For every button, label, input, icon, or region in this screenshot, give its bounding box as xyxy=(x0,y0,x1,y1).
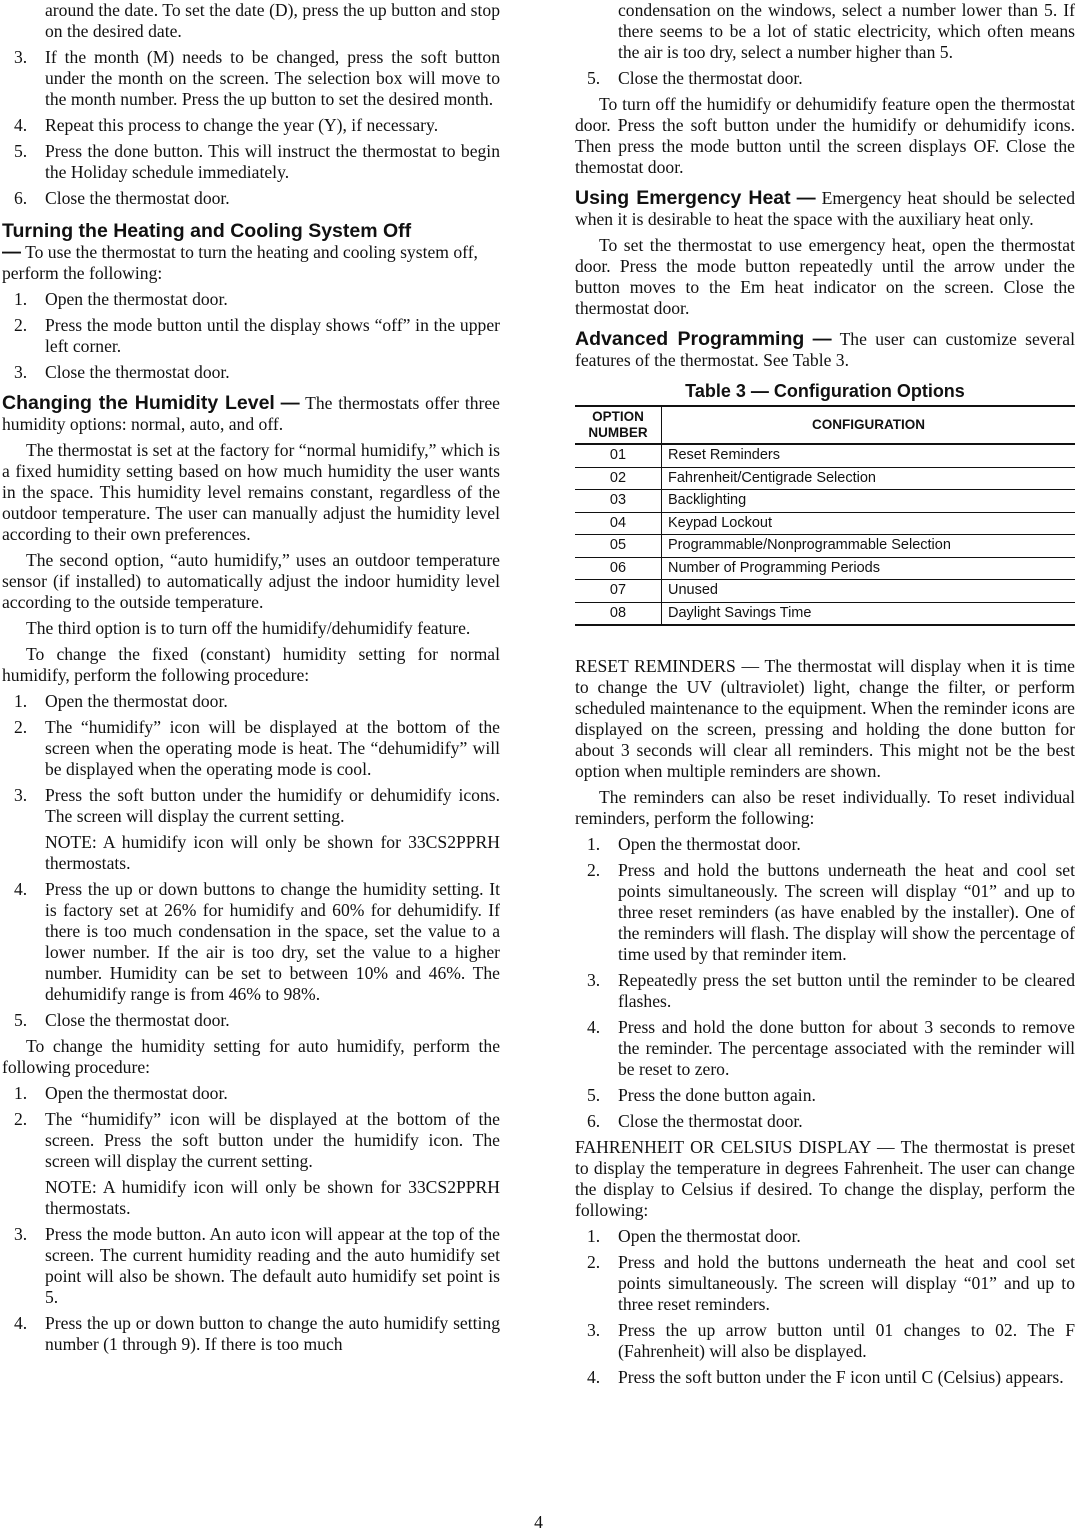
list-item xyxy=(575,1252,1075,1315)
step-text: Open the thermostat door. xyxy=(618,834,801,854)
step-number: 4. xyxy=(14,115,28,135)
step-number: 6. xyxy=(587,1111,601,1131)
option-number-cell: 02 xyxy=(575,467,662,490)
humidity-section: Changing the Humidity Level — The thermostats offer three humidity options: normal, auto, and off. xyxy=(2,392,500,434)
configuration-cell: Daylight Savings Time xyxy=(662,602,1076,625)
step-text: Repeat this process to change the year (Y), if necessary. xyxy=(45,115,439,135)
list-item xyxy=(2,289,500,310)
step-number: 3. xyxy=(14,47,28,67)
left-column xyxy=(2,0,500,1355)
section-intro: The thermostats offer three humidity options: normal, auto, and off. xyxy=(2,393,500,434)
step-text: Open the thermostat door. xyxy=(45,289,228,309)
table-row xyxy=(575,602,1075,625)
list-item xyxy=(575,970,1075,1012)
turn-off-steps xyxy=(2,289,500,383)
page-number: 4 xyxy=(534,1512,543,1532)
step-number: 1. xyxy=(14,289,28,309)
step-number: 1. xyxy=(14,691,28,711)
table-row xyxy=(575,490,1075,513)
list-item xyxy=(2,188,500,209)
step-number: 4. xyxy=(587,1017,601,1037)
section-title: FAHRENHEIT OR CELSIUS DISPLAY xyxy=(575,1137,871,1157)
configuration-table xyxy=(575,405,1075,626)
list-item xyxy=(2,315,500,357)
step-text: Press and hold the buttons underneath the heat and cool set points simultaneously. The screen will display “01” and up to three reset reminders (as have enabled by the installer). One of the reminders will flash. The display will show the percentage of time used by that reminder item. xyxy=(618,860,1075,964)
reset-reminders-section xyxy=(575,656,1075,782)
holiday-steps xyxy=(2,47,500,209)
paragraph: The second option, “auto humidify,” uses an outdoor temperature sensor (if installed) to automatically adjust the indoor humidity level according to the outside temperature. xyxy=(2,550,500,612)
list-item xyxy=(2,717,500,780)
humidity-step-continuation: condensation on the windows, select a number lower than 5. If there seems to be a lot of static electricity, which often means the air is too dry, select a number higher than 5. xyxy=(618,0,1075,62)
option-number-cell: 01 xyxy=(575,444,662,467)
step-text: Press and hold the done button for about 3 seconds to remove the reminder. The percentage associated with the reminder will be reset to zero. xyxy=(618,1017,1075,1079)
step-number: 2. xyxy=(587,1252,601,1272)
step-text: Open the thermostat door. xyxy=(45,691,228,711)
paragraph: To turn off the humidify or dehumidify feature open the thermostat door. Press the soft button under the humidify or dehumidify icons. Then press the mode button until the screen displays OF. Close the themostat door. xyxy=(575,94,1075,177)
option-number-cell: 08 xyxy=(575,602,662,625)
section-title: RESET REMINDERS xyxy=(575,656,736,676)
step-text: Close the thermostat door. xyxy=(45,1010,230,1030)
paragraph: The reminders can also be reset individually. To reset individual reminders, perform the following: xyxy=(575,787,1075,828)
step-text: Open the thermostat door. xyxy=(45,1083,228,1103)
table-row xyxy=(575,557,1075,580)
option-number-cell: 05 xyxy=(575,535,662,558)
option-number-cell: 04 xyxy=(575,512,662,535)
step-number: 2. xyxy=(587,860,601,880)
step-text: Press the mode button until the display shows “off” in the upper left corner. xyxy=(45,315,500,356)
step-number: 3. xyxy=(587,1320,601,1340)
list-item xyxy=(2,141,500,183)
holiday-step-continuation: around the date. To set the date (D), press the up button and stop on the desired date. xyxy=(45,0,500,41)
step-number: 5. xyxy=(587,1085,601,1105)
list-item xyxy=(575,1367,1075,1388)
humidity-steps-c xyxy=(2,1083,500,1172)
section-intro: To use the thermostat to turn the heating and cooling system off, perform the following: xyxy=(2,242,478,283)
list-item xyxy=(575,834,1075,855)
step-number: 1. xyxy=(14,1083,28,1103)
step-text: Press the up arrow button until 01 changes to 02. The F (Fahrenheit) will also be displayed. xyxy=(618,1320,1075,1361)
paragraph: The third option is to turn off the humidify/dehumidify feature. xyxy=(26,618,471,638)
paragraph: The thermostat is set at the factory for “normal humidify,” which is a fixed humidity setting based on how much humidity the user wants in the space. This humidity level remains constant, regardless of the outdoor temperature. The user can manually adjust the humidity level according to their own preferences. xyxy=(2,440,500,544)
section-intro: The user can customize several features of the thermostat. See Table 3. xyxy=(575,329,1075,370)
step-number: 5. xyxy=(14,141,28,161)
step-number: 5. xyxy=(14,1010,28,1030)
configuration-cell: Backlighting xyxy=(662,490,1076,513)
step-text: Repeatedly press the set button until the reminder to be cleared flashes. xyxy=(618,970,1075,1011)
section-heading: Turning the Heating and Cooling System Off xyxy=(2,220,412,242)
step-number: 4. xyxy=(14,879,28,899)
step-number: 3. xyxy=(587,970,601,990)
list-item xyxy=(2,1313,500,1355)
step-text: Close the thermostat door. xyxy=(45,188,230,208)
list-item xyxy=(2,879,500,1005)
option-number-cell: 03 xyxy=(575,490,662,513)
paragraph: To change the fixed (constant) humidity setting for normal humidify, perform the following procedure: xyxy=(2,644,500,685)
step-text: Press the up or down buttons to change the humidity setting. It is factory set at 26% for humidify and 60% for dehumidify. If there is too much condensation in the space, set the value to a lower number. If the air is too dry, set the value to a higher number. Humidity can be set to between 10% and 46%. The dehumidify range is from 46% to 98%. xyxy=(45,879,500,1004)
step-number: 6. xyxy=(14,188,28,208)
step-text: If the month (M) needs to be changed, press the soft button under the month on the screen. The selection box will move to the month number. Press the up button to set the desired month. xyxy=(45,47,500,109)
step-number: 2. xyxy=(14,717,28,737)
section-intro: Emergency heat should be selected when it is desirable to heat the space with the auxiliary heat only. xyxy=(575,188,1075,229)
step-text: Press and hold the buttons underneath the heat and cool set points simultaneously. The screen will display “01” and up to three reset reminders. xyxy=(618,1252,1075,1314)
list-item xyxy=(2,691,500,712)
configuration-cell: Fahrenheit/Centigrade Selection xyxy=(662,467,1076,490)
table-row xyxy=(575,535,1075,558)
list-item xyxy=(2,1224,500,1308)
table-row xyxy=(575,580,1075,603)
list-item xyxy=(2,115,500,136)
list-item xyxy=(575,68,1075,89)
table-row xyxy=(575,444,1075,467)
list-item xyxy=(575,1085,1075,1106)
step-text: Press the soft button under the humidify or dehumidify icons. The screen will display the current setting. xyxy=(45,785,500,826)
step-number: 3. xyxy=(14,785,28,805)
list-item xyxy=(575,1111,1075,1132)
section-heading: Advanced Programming xyxy=(575,328,805,350)
list-item xyxy=(2,362,500,383)
step-text: Press the soft button under the F icon until C (Celsius) appears. xyxy=(618,1367,1064,1387)
step-number: 4. xyxy=(14,1313,28,1333)
step-text: Press the up or down button to change the auto humidify setting number (1 through 9). If there is too much xyxy=(45,1313,500,1354)
right-column xyxy=(575,0,1075,1388)
step-number: 1. xyxy=(587,1226,601,1246)
column-header-configuration: CONFIGURATION xyxy=(662,406,1076,444)
option-number-cell: 07 xyxy=(575,580,662,603)
list-item xyxy=(575,1320,1075,1362)
configuration-cell: Unused xyxy=(662,580,1076,603)
step-number: 1. xyxy=(587,834,601,854)
step-text: The “humidify” icon will be displayed at the bottom of the screen when the operating mode is heat. The “dehumidify” will be displayed when the operating mode is cool. xyxy=(45,717,500,779)
paragraph: To set the thermostat to use emergency heat, open the thermostat door. Press the mode button repeatedly until the arrow under the button moves to the Em heat indicator on the screen. Close the thermostat door. xyxy=(575,235,1075,318)
step-text: Close the thermostat door. xyxy=(618,1111,803,1131)
step-number: 2. xyxy=(14,1109,28,1129)
list-item xyxy=(575,1017,1075,1080)
fahrenheit-steps xyxy=(575,1226,1075,1388)
table-header-row xyxy=(575,406,1075,444)
humidity-steps-b xyxy=(2,879,500,1031)
configuration-cell: Programmable/Nonprogrammable Selection xyxy=(662,535,1076,558)
column-header-option-number: OPTION NUMBER xyxy=(575,406,662,444)
step-text: Press the mode button. An auto icon will appear at the top of the screen. The current humidity reading and the auto humidify set point will also be shown. The default auto humidify set point is 5. xyxy=(45,1224,500,1307)
step-text: Press the done button. This will instruct the thermostat to begin the Holiday schedule immediately. xyxy=(45,141,500,182)
turn-off-section: Turning the Heating and Cooling System Off — To use the thermostat to turn the heating and cooling system off, perform the following: xyxy=(2,220,478,283)
step-number: 5. xyxy=(587,68,601,88)
table-body xyxy=(575,444,1075,625)
configuration-cell: Keypad Lockout xyxy=(662,512,1076,535)
step-number: 3. xyxy=(14,1224,28,1244)
configuration-cell: Number of Programming Periods xyxy=(662,557,1076,580)
list-item xyxy=(2,1083,500,1104)
step-text: Press the done button again. xyxy=(618,1085,816,1105)
step-text: Close the thermostat door. xyxy=(618,68,803,88)
list-item xyxy=(2,1109,500,1172)
paragraph: To change the humidity setting for auto humidify, perform the following procedure: xyxy=(2,1036,500,1077)
reset-steps xyxy=(575,834,1075,1132)
step-text: Open the thermostat door. xyxy=(618,1226,801,1246)
table-caption: Table 3 — Configuration Options xyxy=(685,381,965,401)
section-heading: Changing the Humidity Level xyxy=(2,392,275,414)
section-text: — The thermostat is preset to display the temperature in degrees Fahrenheit. The user can change the display to Celsius if desired. To change the display, perform the following: xyxy=(575,1137,1076,1220)
list-item xyxy=(2,1010,500,1031)
step-text: Close the thermostat door. xyxy=(45,362,230,382)
list-item xyxy=(2,785,500,827)
humidity-steps-a xyxy=(2,691,500,827)
section-text: — The thermostat will display when it is time to change the UV (ultraviolet) light, change the filter, or perform scheduled maintenance to the equipment. When the reminder icons are displayed on the screen, pressing and holding the done button for about 3 seconds will clear all reminders. This might not be the best option when multiple reminders are shown. xyxy=(575,656,1075,781)
step-number: 3. xyxy=(14,362,28,382)
note: NOTE: A humidify icon will only be shown for 33CS2PPRH thermostats. xyxy=(45,832,500,873)
table-row xyxy=(575,467,1075,490)
note: NOTE: A humidify icon will only be shown for 33CS2PPRH thermostats. xyxy=(45,1177,500,1218)
list-item xyxy=(2,47,500,110)
fahrenheit-section xyxy=(575,1137,1075,1221)
table-row xyxy=(575,512,1075,535)
list-item xyxy=(575,860,1075,965)
section-heading: Using Emergency Heat xyxy=(575,187,791,209)
option-number-cell: 06 xyxy=(575,557,662,580)
configuration-cell: Reset Reminders xyxy=(662,444,1076,467)
list-item xyxy=(575,1226,1075,1247)
advanced-section: Advanced Programming — The user can customize several features of the thermostat. See Table 3. xyxy=(575,328,1075,370)
step-text: The “humidify” icon will be displayed at the bottom of the screen. Press the soft button under the humidify icon. The screen will display the current setting. xyxy=(45,1109,500,1171)
step-number: 2. xyxy=(14,315,28,335)
emergency-section: Using Emergency Heat — Emergency heat should be selected when it is desirable to heat the space with the auxiliary heat only. xyxy=(575,187,1075,229)
step-number: 4. xyxy=(587,1367,601,1387)
humidity-steps-d xyxy=(2,1224,500,1355)
